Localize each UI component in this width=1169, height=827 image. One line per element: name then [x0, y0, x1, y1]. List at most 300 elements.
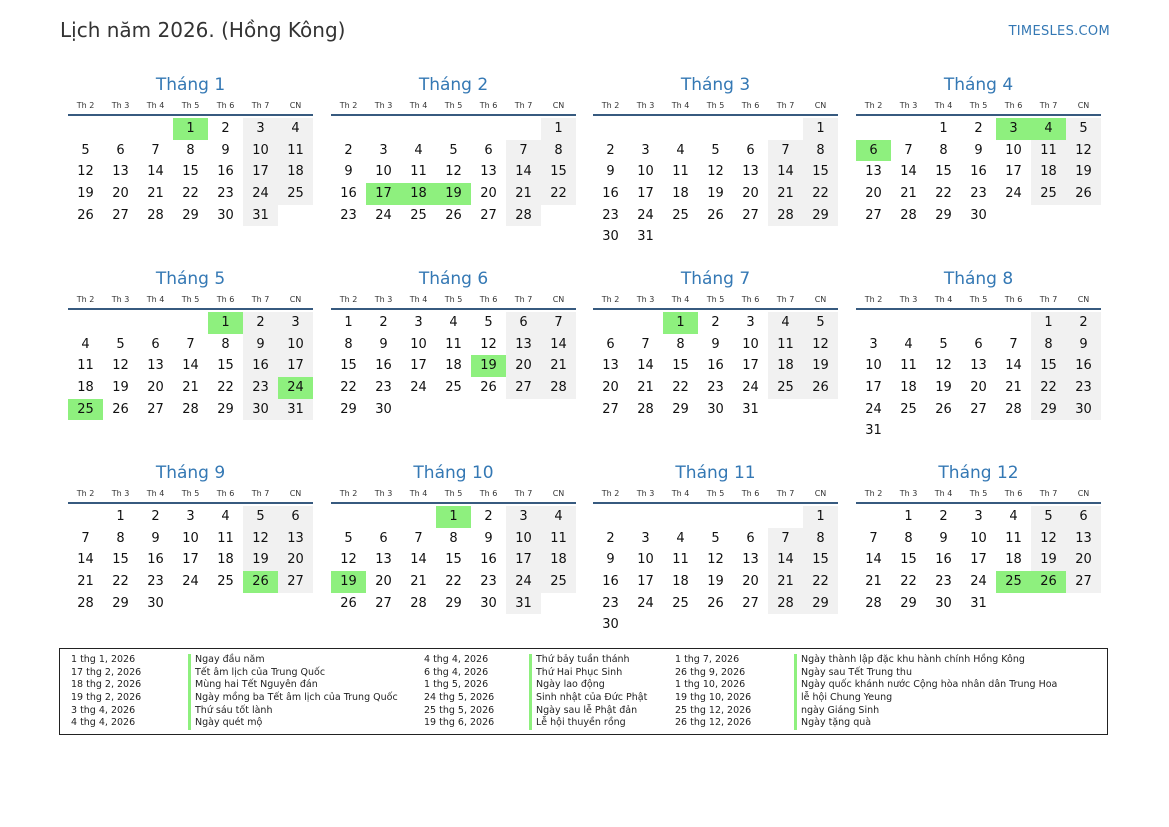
week-row [856, 312, 1101, 334]
week-row [856, 420, 1101, 442]
empty-cell [366, 506, 401, 528]
day-cell: 26 [1031, 571, 1066, 593]
day-cell: 5 [449, 142, 458, 158]
day-cell: 17 [742, 358, 759, 374]
week-row [331, 593, 576, 615]
empty-cell [891, 420, 926, 442]
day-cell: 11 [672, 552, 689, 568]
day-cell: 13 [742, 552, 759, 568]
weekday-label: Th 2 [601, 101, 620, 110]
empty-cell [926, 312, 961, 334]
empty-cell [926, 420, 961, 442]
day-cell: 6 [151, 336, 160, 352]
week-row [331, 528, 576, 550]
weekday-header [856, 291, 1101, 310]
empty-cell [628, 614, 663, 636]
weekday-label: Th 6 [479, 101, 498, 110]
day-cell: 7 [506, 140, 541, 162]
day-cell: 5 [484, 315, 493, 330]
weekday-label: CN [552, 101, 565, 110]
day-cell: 18 [278, 161, 313, 183]
day-cell: 9 [151, 530, 160, 546]
empty-cell [541, 593, 576, 615]
week-row [856, 140, 1101, 162]
week-row [68, 571, 313, 593]
legend-column [675, 654, 1057, 730]
empty-cell [803, 614, 838, 636]
day-cell: 4 [449, 315, 458, 330]
day-cell: 27 [375, 595, 392, 611]
legend-row [424, 692, 647, 705]
weekday-label: Th 7 [514, 101, 533, 110]
day-cell: 22 [445, 574, 462, 590]
weekday-label: Th 5 [969, 101, 988, 110]
day-cell: 24 [742, 380, 759, 396]
week-row [593, 183, 838, 205]
day-cell: 25 [768, 377, 803, 399]
day-cell: 24 [243, 183, 278, 205]
day-cell: 24 [375, 207, 392, 223]
brand-link[interactable]: TIMESLES.COM [1008, 24, 1110, 39]
weekday-label: Th 5 [181, 489, 200, 498]
day-cell: 28 [1005, 401, 1022, 417]
holiday-name: lễ hội Chung Yeung [794, 692, 892, 705]
legend-row [71, 667, 398, 680]
weekday-label: Th 6 [1004, 489, 1023, 498]
day-cell: 20 [278, 549, 313, 571]
empty-cell [366, 118, 401, 140]
day-cell: 12 [935, 358, 952, 374]
empty-cell [996, 420, 1031, 442]
month-name: Tháng 5 [155, 269, 226, 289]
day-cell: 4 [81, 336, 90, 352]
day-cell: 28 [768, 205, 803, 227]
day-cell: 20 [970, 380, 987, 396]
day-cell: 15 [672, 358, 689, 374]
day-cell: 25 [672, 595, 689, 611]
holiday-name: Ngày sau Tết Trung thu [794, 667, 912, 680]
weekday-label: Th 2 [601, 295, 620, 304]
day-cell: 16 [243, 355, 278, 377]
empty-cell [768, 614, 803, 636]
day-cell: 11 [77, 358, 94, 374]
empty-cell [506, 118, 541, 140]
weekday-label: Th 7 [251, 101, 270, 110]
legend-column [71, 654, 398, 730]
weekday-header [68, 485, 313, 504]
day-cell: 5 [803, 312, 838, 334]
day-cell: 30 [935, 595, 952, 611]
weekday-label: Th 4 [146, 489, 165, 498]
month-block [331, 73, 576, 226]
day-cell: 15 [112, 552, 129, 568]
weekday-label: Th 6 [1004, 295, 1023, 304]
day-cell: 1 [541, 118, 576, 140]
holiday-name: Ngày quét mộ [188, 717, 262, 730]
day-cell: 20 [742, 186, 759, 202]
legend-row [424, 679, 647, 692]
day-cell: 16 [935, 552, 952, 568]
day-cell: 24 [182, 574, 199, 590]
day-cell: 6 [746, 142, 755, 158]
weekday-label: Th 3 [111, 101, 130, 110]
week-row [856, 183, 1101, 205]
day-cell: 6 [1066, 506, 1101, 528]
empty-cell [856, 118, 891, 140]
weekday-label: Th 4 [671, 489, 690, 498]
day-cell: 12 [707, 552, 724, 568]
day-cell: 31 [742, 401, 759, 417]
month-name: Tháng 1 [155, 75, 226, 95]
legend-row [675, 705, 1057, 718]
weekday-label: Th 2 [864, 489, 883, 498]
day-cell: 20 [147, 380, 164, 396]
day-cell: 3 [243, 118, 278, 140]
day-cell: 25 [278, 183, 313, 205]
day-cell: 8 [939, 142, 948, 158]
weekday-label: Th 6 [216, 295, 235, 304]
day-cell: 19 [471, 355, 506, 377]
week-row [331, 312, 576, 334]
day-cell: 27 [970, 401, 987, 417]
day-cell: 19 [436, 183, 471, 205]
empty-cell [243, 593, 278, 615]
day-cell: 19 [707, 574, 724, 590]
day-cell: 20 [506, 355, 541, 377]
holiday-name: ngày Giáng Sinh [794, 705, 879, 718]
empty-cell [996, 593, 1031, 615]
day-cell: 18 [445, 358, 462, 374]
week-row [331, 183, 576, 205]
week-row [856, 549, 1101, 571]
day-cell: 17 [637, 186, 654, 202]
weekday-label: Th 4 [409, 295, 428, 304]
weekday-label: Th 4 [146, 295, 165, 304]
holiday-date: 26 thg 9, 2026 [675, 666, 746, 678]
holiday-name: Ngay đầu năm [188, 654, 265, 667]
day-cell: 18 [1031, 161, 1066, 183]
day-cell: 29 [445, 595, 462, 611]
day-cell: 10 [182, 530, 199, 546]
month-name: Tháng 7 [680, 269, 751, 289]
week-row [856, 118, 1101, 140]
day-cell: 16 [340, 186, 357, 202]
day-cell: 6 [506, 312, 541, 334]
day-cell: 4 [414, 142, 423, 158]
weekday-label: Th 4 [409, 489, 428, 498]
legend-row [675, 654, 1057, 667]
week-row [593, 226, 838, 248]
day-cell: 25 [996, 571, 1031, 593]
day-cell: 6 [746, 530, 755, 546]
day-cell: 18 [672, 574, 689, 590]
day-cell: 30 [1066, 399, 1101, 421]
month-name: Tháng 8 [943, 269, 1014, 289]
day-cell: 26 [707, 207, 724, 223]
week-row [593, 140, 838, 162]
holiday-date: 24 thg 5, 2026 [424, 692, 495, 704]
day-cell: 21 [865, 574, 882, 590]
month-name: Tháng 4 [943, 75, 1014, 95]
legend-column [424, 654, 647, 730]
week-row [68, 399, 313, 421]
weekday-label: Th 4 [409, 101, 428, 110]
month-block [856, 73, 1101, 226]
month-block [68, 461, 313, 614]
weekday-label: Th 7 [776, 489, 795, 498]
weekday-header [856, 97, 1101, 116]
day-cell: 29 [1031, 399, 1066, 421]
legend-row [424, 717, 647, 730]
weekday-label: CN [814, 489, 827, 498]
empty-cell [68, 118, 103, 140]
day-cell: 9 [711, 336, 720, 352]
day-cell: 8 [1031, 334, 1066, 356]
weekday-label: Th 3 [374, 295, 393, 304]
day-cell: 25 [541, 571, 576, 593]
day-cell: 14 [541, 334, 576, 356]
holiday-date: 25 thg 12, 2026 [675, 704, 752, 716]
legend-row [675, 717, 1057, 730]
empty-cell [961, 312, 996, 334]
day-cell: 13 [742, 164, 759, 180]
day-cell: 3 [746, 315, 755, 330]
empty-cell [628, 312, 663, 334]
empty-cell [331, 506, 366, 528]
day-cell: 17 [1005, 164, 1022, 180]
weekday-label: CN [289, 101, 302, 110]
day-cell: 14 [768, 549, 803, 571]
empty-cell [208, 593, 243, 615]
empty-cell [68, 506, 103, 528]
holiday-name: Ngày thành lập đặc khu hành chính Hồng Kông [794, 654, 1025, 667]
day-cell: 21 [147, 186, 164, 202]
day-cell: 26 [935, 401, 952, 417]
day-cell: 15 [900, 552, 917, 568]
weekday-label: CN [1077, 295, 1090, 304]
week-row [593, 161, 838, 183]
empty-cell [891, 118, 926, 140]
legend-row [71, 692, 398, 705]
empty-cell [593, 118, 628, 140]
day-cell: 17 [278, 355, 313, 377]
day-cell: 22 [217, 380, 234, 396]
day-cell: 18 [217, 552, 234, 568]
day-cell: 29 [217, 401, 234, 417]
day-cell: 10 [375, 164, 392, 180]
week-row [593, 355, 838, 377]
day-cell: 5 [939, 336, 948, 352]
empty-cell [803, 399, 838, 421]
empty-cell [733, 226, 768, 248]
empty-cell [103, 118, 138, 140]
day-cell: 29 [672, 401, 689, 417]
day-cell: 7 [414, 530, 423, 546]
day-cell: 5 [711, 530, 720, 546]
day-cell: 2 [974, 121, 983, 136]
day-cell: 20 [865, 186, 882, 202]
day-cell: 10 [970, 530, 987, 546]
day-cell: 28 [541, 377, 576, 399]
day-cell: 13 [480, 164, 497, 180]
day-cell: 14 [900, 164, 917, 180]
day-cell: 1 [436, 506, 471, 528]
day-cell: 17 [506, 549, 541, 571]
legend-row [675, 679, 1057, 692]
page-title: Lịch năm 2026. (Hồng Kông) [60, 18, 346, 42]
weekday-label: Th 6 [216, 101, 235, 110]
day-cell: 28 [182, 401, 199, 417]
day-cell: 8 [676, 336, 685, 352]
empty-cell [698, 614, 733, 636]
day-cell: 8 [904, 530, 913, 546]
weekday-label: CN [552, 489, 565, 498]
day-cell: 29 [900, 595, 917, 611]
week-row [68, 377, 313, 399]
empty-cell [138, 312, 173, 334]
holiday-date: 1 thg 7, 2026 [675, 654, 740, 665]
weekday-label: Th 7 [514, 295, 533, 304]
weekday-label: Th 3 [374, 489, 393, 498]
day-cell: 18 [900, 380, 917, 396]
weekday-label: Th 3 [899, 489, 918, 498]
month-name: Tháng 3 [680, 75, 751, 95]
holiday-name: Tết âm lịch của Trung Quốc [188, 667, 325, 680]
month-grid [68, 312, 313, 420]
weekday-label: Th 2 [864, 101, 883, 110]
weekday-label: Th 5 [706, 489, 725, 498]
empty-cell [961, 420, 996, 442]
day-cell: 22 [1031, 377, 1066, 399]
weekday-label: CN [1077, 489, 1090, 498]
week-row [331, 355, 576, 377]
day-cell: 21 [900, 186, 917, 202]
day-cell: 18 [672, 186, 689, 202]
legend-row [424, 654, 647, 667]
weekday-label: Th 4 [146, 101, 165, 110]
day-cell: 2 [243, 312, 278, 334]
day-cell: 9 [243, 334, 278, 356]
weekday-label: CN [1077, 101, 1090, 110]
empty-cell [1031, 420, 1066, 442]
day-cell: 7 [186, 336, 195, 352]
day-cell: 1 [173, 118, 208, 140]
weekday-header [856, 485, 1101, 504]
month-name: Tháng 11 [675, 463, 756, 483]
empty-cell [768, 399, 803, 421]
empty-cell [1031, 593, 1066, 615]
day-cell: 22 [112, 574, 129, 590]
holiday-date: 19 thg 6, 2026 [424, 717, 495, 729]
day-cell: 23 [935, 574, 952, 590]
day-cell: 14 [506, 161, 541, 183]
week-row [68, 593, 313, 615]
day-cell: 26 [707, 595, 724, 611]
empty-cell [173, 593, 208, 615]
holiday-date: 1 thg 10, 2026 [675, 679, 746, 691]
day-cell: 16 [217, 164, 234, 180]
day-cell: 29 [803, 593, 838, 615]
day-cell: 26 [1066, 183, 1101, 205]
weekday-label: Th 2 [339, 489, 358, 498]
day-cell: 22 [803, 183, 838, 205]
day-cell: 1 [803, 118, 838, 140]
day-cell: 5 [116, 336, 125, 352]
weekday-label: Th 5 [969, 295, 988, 304]
weekday-label: Th 7 [1039, 295, 1058, 304]
day-cell: 15 [541, 161, 576, 183]
empty-cell [663, 226, 698, 248]
day-cell: 11 [410, 164, 427, 180]
day-cell: 24 [637, 207, 654, 223]
day-cell: 23 [602, 595, 619, 611]
day-cell: 6 [116, 142, 125, 158]
week-row [593, 593, 838, 615]
empty-cell [593, 506, 628, 528]
weekday-label: Th 3 [636, 489, 655, 498]
day-cell: 20 [480, 186, 497, 202]
day-cell: 11 [278, 140, 313, 162]
week-row [68, 528, 313, 550]
day-cell: 3 [869, 336, 878, 352]
week-row [331, 118, 576, 140]
day-cell: 8 [541, 140, 576, 162]
day-cell: 4 [1031, 118, 1066, 140]
holiday-name: Thứ sáu tốt lành [188, 705, 272, 718]
day-cell: 30 [147, 595, 164, 611]
week-row [68, 549, 313, 571]
day-cell: 4 [221, 509, 230, 524]
weekday-label: Th 3 [636, 101, 655, 110]
day-cell: 30 [243, 399, 278, 421]
day-cell: 4 [904, 336, 913, 352]
day-cell: 11 [217, 530, 234, 546]
day-cell: 7 [81, 530, 90, 546]
day-cell: 30 [480, 595, 497, 611]
month-grid [68, 118, 313, 226]
day-cell: 28 [147, 207, 164, 223]
day-cell: 17 [410, 358, 427, 374]
day-cell: 5 [344, 530, 353, 546]
week-row [593, 399, 838, 421]
day-cell: 4 [541, 506, 576, 528]
weekday-label: Th 7 [776, 101, 795, 110]
day-cell: 13 [602, 358, 619, 374]
empty-cell [1066, 420, 1101, 442]
holiday-date: 19 thg 10, 2026 [675, 692, 752, 704]
weekday-label: Th 5 [181, 101, 200, 110]
day-cell: 21 [768, 571, 803, 593]
weekday-header [68, 97, 313, 116]
empty-cell [663, 506, 698, 528]
weekday-label: Th 6 [479, 489, 498, 498]
day-cell: 19 [77, 186, 94, 202]
week-row [331, 334, 576, 356]
week-row [593, 528, 838, 550]
day-cell: 29 [182, 207, 199, 223]
day-cell: 9 [221, 142, 230, 158]
empty-cell [103, 312, 138, 334]
day-cell: 12 [803, 334, 838, 356]
weekday-label: Th 4 [934, 101, 953, 110]
day-cell: 27 [742, 595, 759, 611]
day-cell: 6 [484, 142, 493, 158]
week-row [331, 161, 576, 183]
week-row [856, 593, 1101, 615]
holiday-date: 25 thg 5, 2026 [424, 704, 495, 716]
weekday-label: Th 7 [1039, 101, 1058, 110]
empty-cell [698, 226, 733, 248]
